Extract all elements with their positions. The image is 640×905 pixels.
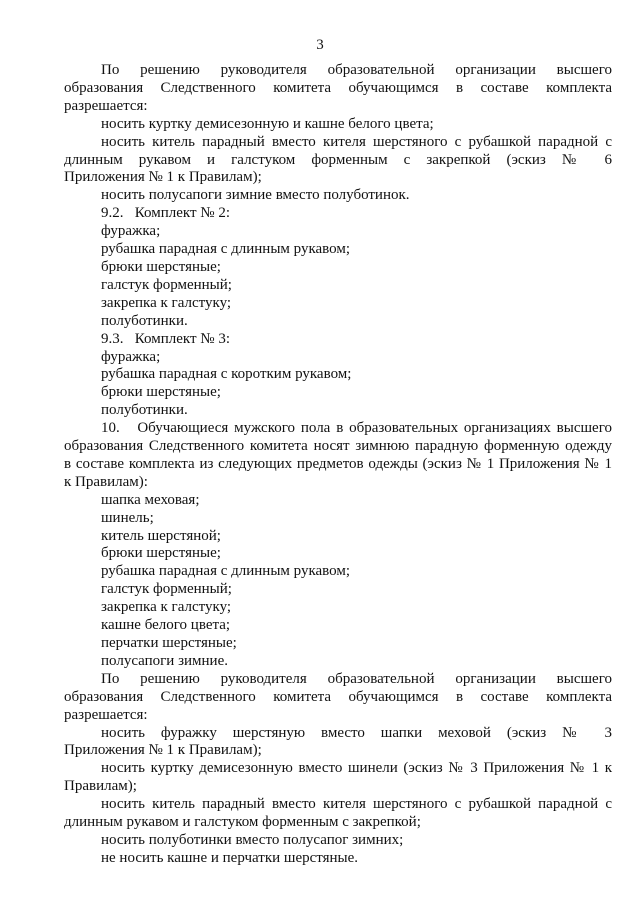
list-item: брюки шерстяные; [101, 545, 221, 562]
text-line: длинным рукавом и галстуком форменным с закрепкой (эскиз № 6 [64, 151, 612, 168]
page-number: 3 [316, 37, 324, 53]
list-item: шапка меховая; [101, 491, 200, 508]
text-line: Правилам); [64, 778, 137, 795]
list-item: брюки шерстяные; [101, 384, 221, 401]
list-item: полусапоги зимние. [101, 652, 228, 669]
text-line: Приложения № 1 к Правилам); [64, 169, 262, 186]
list-item: полуботинки. [101, 402, 188, 419]
list-item [64, 796, 612, 832]
text-line: образования Следственного комитета обучающимся в составе комплекта [64, 688, 612, 705]
text-line: длинным рукавом и галстуком форменным с закрепкой; [64, 814, 421, 831]
list-item: галстук форменный; [101, 581, 232, 598]
list-item [64, 725, 612, 761]
text-line: разрешается: [64, 706, 148, 723]
list-item: шинель; [101, 509, 154, 526]
section-heading-9-2: 9.2. Комплект № 2: [101, 205, 231, 222]
list-item: носить полусапоги зимние вместо полуботинок. [101, 187, 410, 204]
text-line: носить китель парадный вместо кителя шерстяного с рубашкой парадной с [101, 133, 612, 150]
list-item: рубашка парадная с длинным рукавом; [101, 241, 351, 258]
document-body [64, 62, 612, 868]
list-item: фуражка; [101, 223, 161, 240]
list-item: фуражка; [101, 348, 161, 365]
list-item [64, 134, 612, 188]
text-line: носить фуражку шерстяную вместо шапки меховой (эскиз № 3 [101, 724, 612, 741]
paragraph-permission-2 [64, 671, 612, 725]
text-line: 10. Обучающиеся мужского пола в образовательных организациях высшего [101, 420, 612, 437]
text-line: По решению руководителя образовательной организации высшего [101, 62, 612, 78]
list-item [64, 760, 612, 796]
text-line: образования Следственного комитета обучающимся в составе комплекта [64, 79, 612, 96]
list-item: носить куртку демисезонную и кашне белого цвета; [101, 115, 434, 132]
list-item: кашне белого цвета; [101, 617, 231, 634]
section-10-paragraph [64, 420, 612, 492]
paragraph-permission-1 [64, 62, 612, 116]
list-item: полуботинки. [101, 312, 188, 329]
text-line: Приложения № 1 к Правилам); [64, 742, 262, 759]
section-heading-9-3: 9.3. Комплект № 3: [101, 330, 231, 347]
list-item: галстук форменный; [101, 276, 232, 293]
list-item: рубашка парадная с коротким рукавом; [101, 366, 352, 383]
list-item: закрепка к галстуку; [101, 599, 232, 616]
text-line: образования Следственного комитета носят зимнюю парадную форменную одежду [64, 438, 612, 455]
list-item: перчатки шерстяные; [101, 635, 237, 651]
text-line: По решению руководителя образовательной организации высшего [101, 670, 612, 687]
text-line: носить куртку демисезонную вместо шинели (эскиз № 3 Приложения № 1 к [101, 760, 612, 777]
list-item: не носить кашне и перчатки шерстяные. [101, 849, 359, 866]
text-line: разрешается: [64, 97, 148, 114]
text-line: к Правилам): [64, 473, 148, 490]
text-line: в составе комплекта из следующих предметов одежды (эскиз № 1 Приложения № 1 [64, 455, 612, 472]
list-item: рубашка парадная с длинным рукавом; [101, 563, 351, 580]
list-item: носить полуботинки вместо полусапог зимних; [101, 831, 404, 848]
list-item: закрепка к галстуку; [101, 294, 232, 311]
list-item: брюки шерстяные; [101, 258, 221, 275]
text-line: носить китель парадный вместо кителя шерстяного с рубашкой парадной с [101, 796, 612, 813]
list-item: китель шерстяной; [101, 527, 221, 544]
